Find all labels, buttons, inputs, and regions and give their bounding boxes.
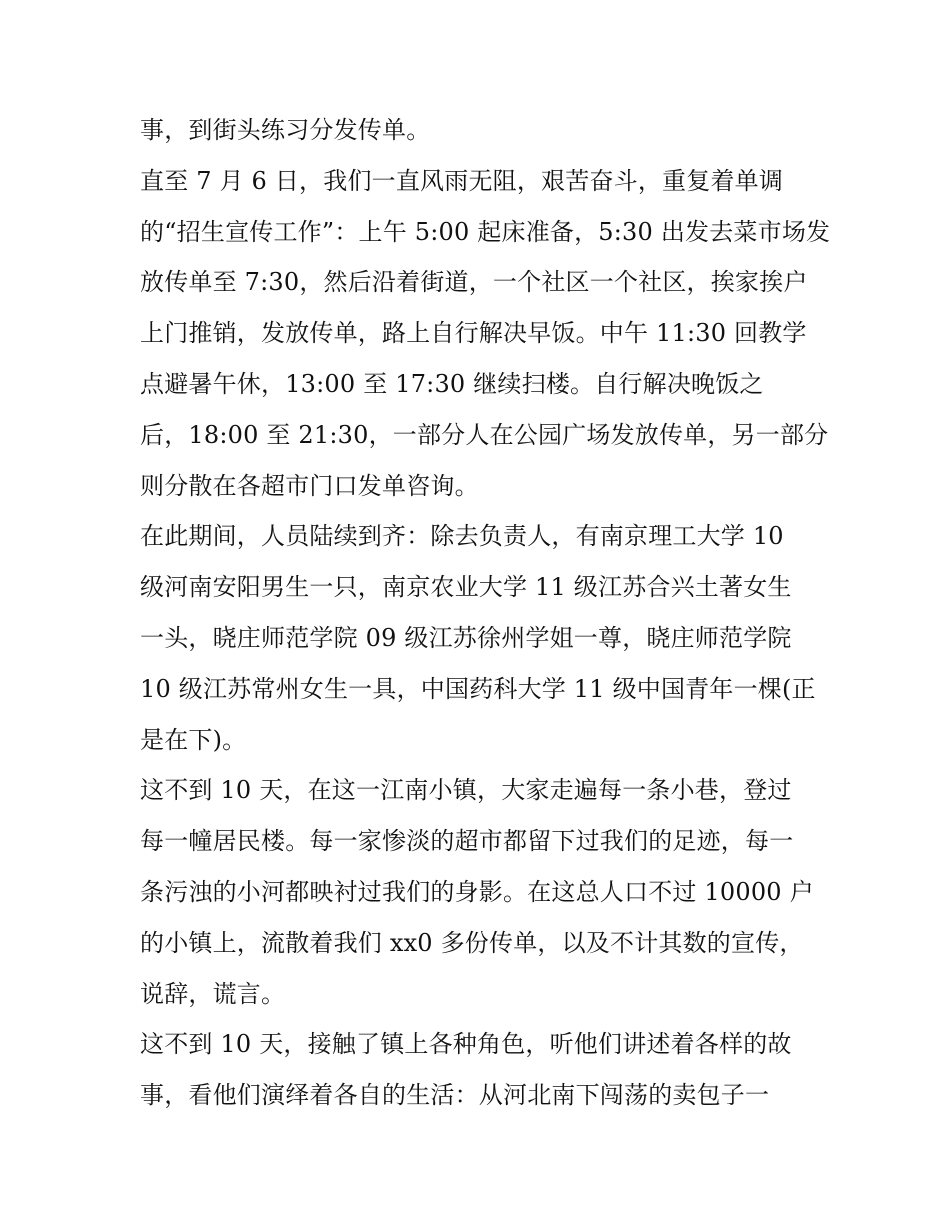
text-line-19: 这不到 10 天，接触了镇上各种角色，听他们讲述着各样的故 [140,1030,792,1059]
text-line-18: 说辞，谎言。 [140,979,286,1008]
text-line-6: 点避暑午休，13:00 至 17:30 继续扫楼。自行解决晚饭之 [140,369,764,398]
text-line-14: 这不到 10 天，在这一江南小镇，大家走遍每一条小巷，登过 [140,776,792,805]
text-line-9: 在此期间，人员陆续到齐：除去负责人，有南京理工大学 10 [140,522,784,551]
text-line-15: 每一幢居民楼。每一家惨淡的超市都留下过我们的足迹，每一 [140,827,794,856]
text-line-8: 则分散在各超市门口发单咨询。 [140,471,479,500]
text-line-3: 的“招生宣传工作”：上午 5:00 起床准备，5:30 出发去菜市场发 [140,217,831,246]
text-line-17: 的小镇上，流散着我们 xx0 多份传单，以及不计其数的宣传， [140,928,804,957]
text-line-7: 后，18:00 至 21:30，一部分人在公园广场发放传单，另一部分 [140,420,829,449]
text-line-2: 直至 7 月 6 日，我们一直风雨无阻，艰苦奋斗，重复着单调 [140,166,784,195]
text-line-12: 10 级江苏常州女生一具，中国药科大学 11 级中国青年一棵(正 [140,674,816,703]
document-body [140,105,830,1121]
text-line-5: 上门推销，发放传单，路上自行解决早饭。中午 11:30 回教学 [140,319,807,348]
text-line-13: 是在下)。 [140,725,247,754]
text-line-1: 事，到街头练习分发传单。 [140,116,431,144]
text-line-4: 放传单至 7:30，然后沿着街道，一个社区一个社区，挨家挨户 [140,268,808,297]
text-line-20: 事，看他们演绎着各自的生活：从河北南下闯荡的卖包子一 [140,1081,770,1110]
text-line-10: 级河南安阳男生一只，南京农业大学 11 级江苏合兴土著女生 [140,573,792,602]
text-line-11: 一头，晓庄师范学院 09 级江苏徐州学姐一尊，晓庄师范学院 [140,623,792,652]
text-line-16: 条污浊的小河都映衬过我们的身影。在这总人口不过 10000 户 [140,877,814,906]
